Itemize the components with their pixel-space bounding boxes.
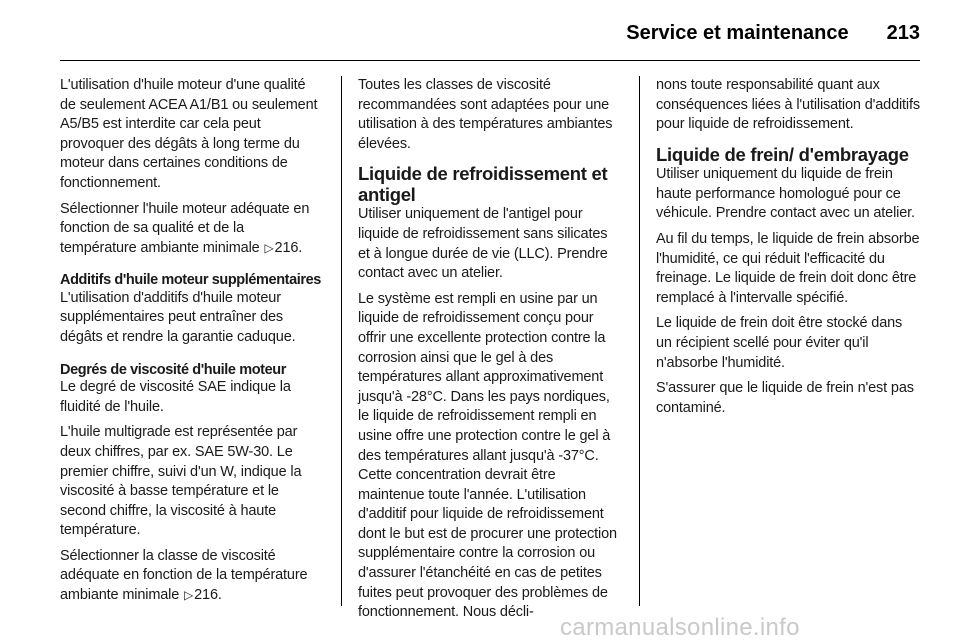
triangle-right-icon: ▷ bbox=[264, 240, 274, 255]
paragraph: Sélectionner la classe de viscosité adéquate en fonction de la température ambiante minimale ▷216. bbox=[60, 547, 308, 604]
triangle-right-icon: ▷ bbox=[184, 588, 194, 603]
paragraph: L'utilisation d'additifs d'huile moteur supplémentaires peut entraîner des dégâts et rendre la garantie caduque. bbox=[60, 289, 296, 346]
paragraph: Le liquide de frein doit être stocké dans un récipient scellé pour éviter qu'il n'absorbe l'humidité. bbox=[656, 315, 903, 371]
paragraph: Le degré de viscosité SAE indique la fluidité de l'huile. bbox=[60, 379, 291, 415]
cross-reference-link[interactable]: 216. bbox=[194, 587, 222, 604]
page-header bbox=[60, 20, 920, 46]
cross-reference-link[interactable]: 216. bbox=[274, 239, 303, 256]
column-3 bbox=[656, 76, 920, 424]
header-rule bbox=[60, 60, 920, 61]
paragraph: L'utilisation d'huile moteur d'une qualité de seulement ACEA A1/B1 ou seulement A5/B5 est interdite car cela peut provoquer des dégâts à long terme du moteur dans certaines conditions de fonctionnement. bbox=[60, 77, 318, 191]
column-divider bbox=[341, 76, 342, 606]
watermark: carmanualsonline.info bbox=[560, 614, 800, 641]
section-heading: Liquide de frein/ d'embrayage bbox=[656, 143, 909, 165]
section-heading: Additifs d'huile moteur supplémentaires bbox=[60, 272, 321, 289]
page-title: Service et maintenance bbox=[626, 21, 849, 44]
paragraph: Sélectionner l'huile moteur adéquate en fonction de sa qualité et de la température ambiante minimale ▷216. bbox=[60, 200, 310, 256]
section-heading: Liquide de refroidissement et antigel bbox=[358, 163, 608, 205]
section-heading: Degrés de viscosité d'huile moteur bbox=[60, 361, 286, 378]
column-divider bbox=[639, 76, 640, 606]
column-1 bbox=[60, 76, 323, 612]
paragraph: L'huile multigrade est représentée par deux chiffres, par ex. SAE 5W-30. Le premier chiffre, suivi d'un W, indique la viscosité à basse température et le second chiffre, la viscosité à haute température. bbox=[60, 424, 302, 539]
paragraph: Utiliser uniquement du liquide de frein haute performance homologué pour ce véhicule. Prendre contact avec un atelier. bbox=[656, 166, 915, 222]
paragraph: Au fil du temps, le liquide de frein absorbe l'humidité, ce qui réduit l'efficacité du freinage. Le liquide de frein doit donc être remplacé à l'intervalle spécifié. bbox=[656, 231, 920, 306]
paragraph: Toutes les classes de viscosité recommandées sont adaptées pour une utilisation à des températures ambiantes élevées. bbox=[358, 77, 613, 152]
paragraph: S'assurer que le liquide de frein n'est pas contaminé. bbox=[656, 380, 914, 416]
page-number: 213 bbox=[886, 21, 920, 44]
paragraph: nons toute responsabilité quant aux conséquences liées à l'utilisation d'additifs pour liquide de refroidissement. bbox=[656, 77, 920, 133]
paragraph: Utiliser uniquement de l'antigel pour liquide de refroidissement sans silicates et à longue durée de vie (LLC). Prendre contact avec un atelier. bbox=[358, 206, 608, 282]
paragraph: Le système est rempli en usine par un liquide de refroidissement conçu pour offrir une excellente protection contre la corrosion ainsi que le gel à des températures allant approximativement jusqu'à -28°C. Dans les pays nordiques, le liquide de refroidissement rempli en usine offre une protection contre le gel à des températures allant jusqu'à -37°C. Cette concentration devrait être maintenue toute l'année. L'utilisation d'additif pour liquide de refroidissement dont le but est de procurer une protection supplémentaire contre la corrosion ou d'assurer l'étanchéité en cas de petites fuites peut provoquer des problèmes de fonctionnement. Nous décli- bbox=[358, 290, 617, 621]
column-2 bbox=[358, 76, 622, 629]
